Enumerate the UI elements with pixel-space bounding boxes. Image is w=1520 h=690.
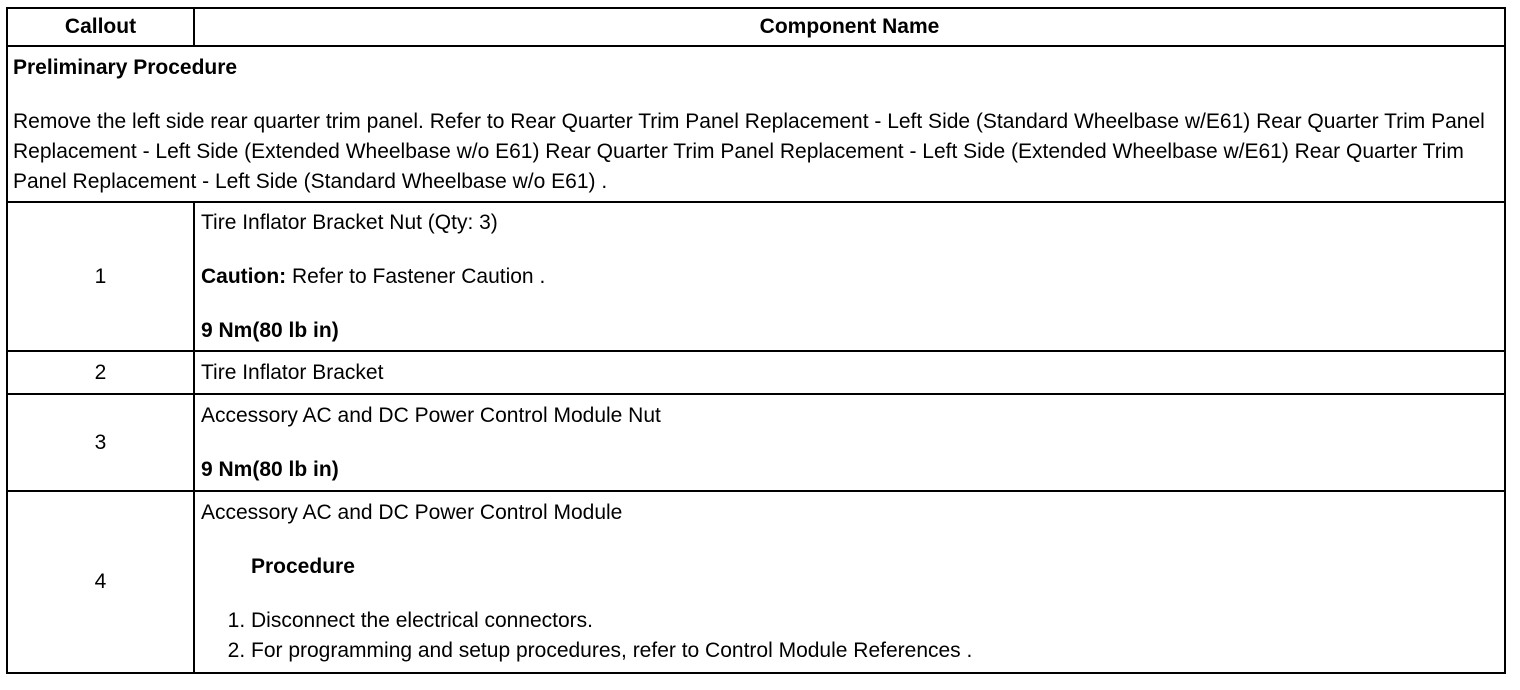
header-row bbox=[7, 8, 1505, 46]
caution-label: Caution: bbox=[201, 264, 287, 288]
component-table-wrapper bbox=[6, 7, 1506, 674]
table-row bbox=[7, 394, 1505, 491]
caution-text: Refer to Fastener Caution . bbox=[286, 264, 546, 288]
component-cell bbox=[194, 394, 1505, 491]
table-row bbox=[7, 202, 1505, 351]
component-name: Accessory AC and DC Power Control Module bbox=[201, 501, 623, 524]
torque-spec: 9 Nm(80 lb in) bbox=[201, 318, 339, 342]
component-name: Tire Inflator Bracket Nut (Qty: 3) bbox=[201, 210, 498, 234]
preliminary-cell bbox=[7, 46, 1505, 202]
component-name-header: Component Name bbox=[194, 8, 1505, 46]
callout-number: 4 bbox=[7, 491, 194, 673]
torque-spec: 9 Nm(80 lb in) bbox=[201, 457, 339, 481]
component-cell bbox=[194, 351, 1505, 394]
caution-line bbox=[201, 262, 1498, 292]
preliminary-title: Preliminary Procedure bbox=[13, 56, 238, 79]
procedure-step: 2. For programming and setup procedures, refer to Control Module References . bbox=[251, 636, 1498, 666]
callout-number: 1 bbox=[7, 202, 194, 351]
procedure-title: Procedure bbox=[251, 555, 355, 578]
callout-number: 2 bbox=[7, 351, 194, 394]
preliminary-text: Remove the left side rear quarter trim panel. Refer to Rear Quarter Trim Panel Replacement - Left Side (Standard Wheelbase w/E61) Rear Quarter Trim Panel Replacement - Left Side (Extended Wheelbase w/o E61) Rear Quarter Trim Panel Replacement - Left Side (Extended Wheelbase w/E61) Rear Quarter Trim Panel Replacement - Left Side (Standard Wheelbase w/o E61) . bbox=[13, 110, 1485, 193]
table-row bbox=[7, 491, 1505, 673]
component-name: Accessory AC and DC Power Control Module Nut bbox=[201, 403, 661, 427]
callout-header: Callout bbox=[7, 8, 194, 46]
component-cell bbox=[194, 202, 1505, 351]
preliminary-row bbox=[7, 46, 1505, 202]
component-cell bbox=[194, 491, 1505, 673]
component-table bbox=[6, 7, 1506, 674]
component-name: Tire Inflator Bracket bbox=[201, 360, 384, 384]
callout-number: 3 bbox=[7, 394, 194, 491]
procedure-steps bbox=[201, 606, 1498, 666]
procedure-step: 1. Disconnect the electrical connectors. bbox=[251, 606, 1498, 636]
table-row bbox=[7, 351, 1505, 394]
